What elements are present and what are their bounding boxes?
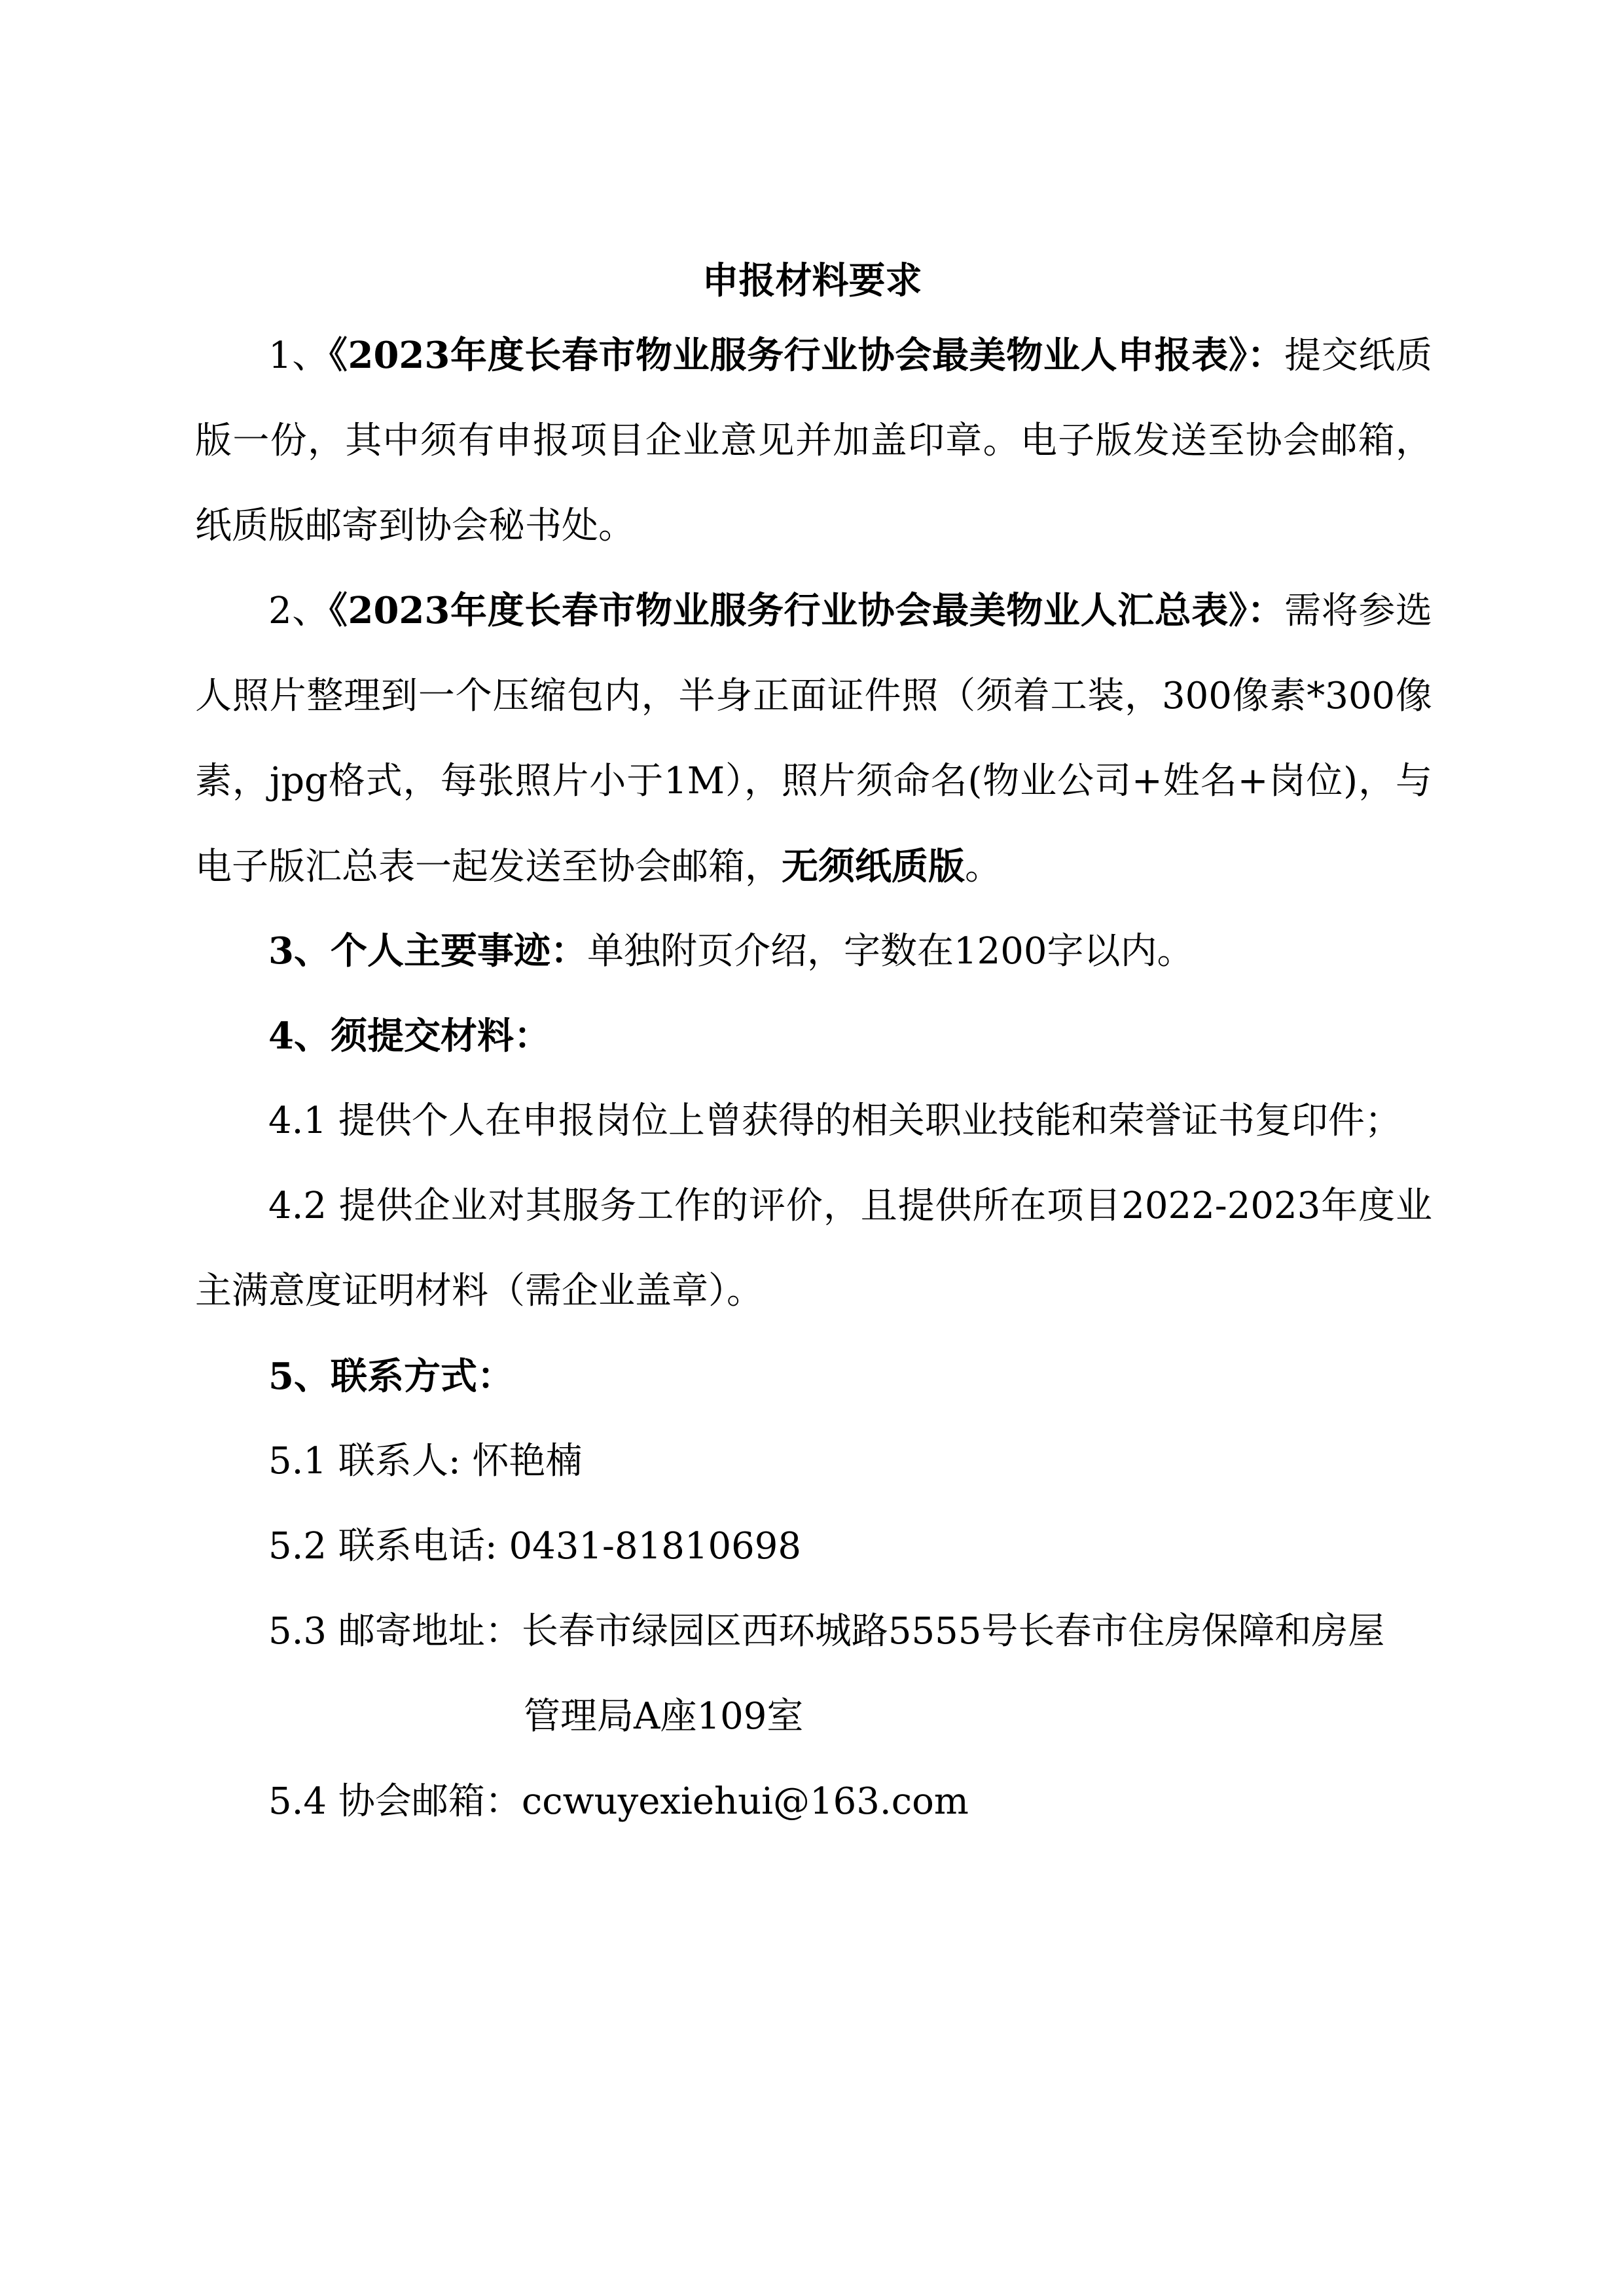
item-4-2: 4.2 提供企业对其服务工作的评价，且提供所在项目2022-2023年度业主满意度证明材料（需企业盖章）。 bbox=[195, 1185, 1432, 1312]
item-2-end: 。 bbox=[965, 846, 1001, 888]
association-email bbox=[268, 1759, 969, 1844]
item-2-paragraph bbox=[195, 568, 1432, 910]
item-1-text: 提交纸质版一份，其中须有申报项目企业意见并加盖印章。电子版发送至协会邮箱，纸质版邮寄到协会秘书处。 bbox=[195, 334, 1433, 547]
item-1-form-name: 《2023年度长春市物业服务行业协会最美物业人申报表》： bbox=[329, 334, 1285, 377]
mailing-address-label: 5.3 邮寄地址： bbox=[268, 1610, 522, 1653]
page-title: 申报材料要求 bbox=[702, 260, 922, 302]
item-1-paragraph bbox=[195, 313, 1432, 569]
item-3-paragraph bbox=[268, 908, 1193, 994]
contact-phone: 5.2 联系电话: 0431-81810698 bbox=[268, 1525, 801, 1568]
mailing-address-line-2: 管理局A座109室 bbox=[524, 1695, 804, 1738]
item-4-label: 4、须提交材料： bbox=[268, 1014, 550, 1058]
mailing-address-line-1: 长春市绿园区西环城路5555号长春市住房保障和房屋 bbox=[521, 1610, 1385, 1653]
contact-person: 5.1 联系人: 怀艳楠 bbox=[268, 1440, 583, 1482]
item-5-label: 5、联系方式： bbox=[268, 1355, 514, 1398]
item-1-number: 1、 bbox=[268, 334, 329, 377]
email-address: ccwuyexiehui@163.com bbox=[521, 1780, 969, 1823]
item-3-text: 单独附页介绍，字数在1200字以内。 bbox=[586, 930, 1194, 973]
email-label: 5.4 协会邮箱： bbox=[268, 1780, 522, 1823]
item-3-label: 3、个人主要事迹： bbox=[268, 929, 587, 973]
mailing-address bbox=[268, 1589, 1384, 1674]
item-2-number: 2、 bbox=[268, 590, 329, 632]
item-4-1: 4.1 提供个人在申报岗位上曾获得的相关职业技能和荣誉证书复印件； bbox=[268, 1100, 1401, 1142]
item-2-emphasis: 无须纸质版 bbox=[782, 845, 965, 888]
item-2-text: 需将参选人照片整理到一个压缩包内，半身正面证件照（须着工装，300像素*300像素，jpg格式，每张照片小于1M），照片须命名(物业公司+姓名+岗位)，与电子版汇总表一起发送至协会邮箱， bbox=[195, 590, 1433, 888]
item-2-form-name: 《2023年度长春市物业服务行业协会最美物业人汇总表》： bbox=[329, 589, 1285, 632]
